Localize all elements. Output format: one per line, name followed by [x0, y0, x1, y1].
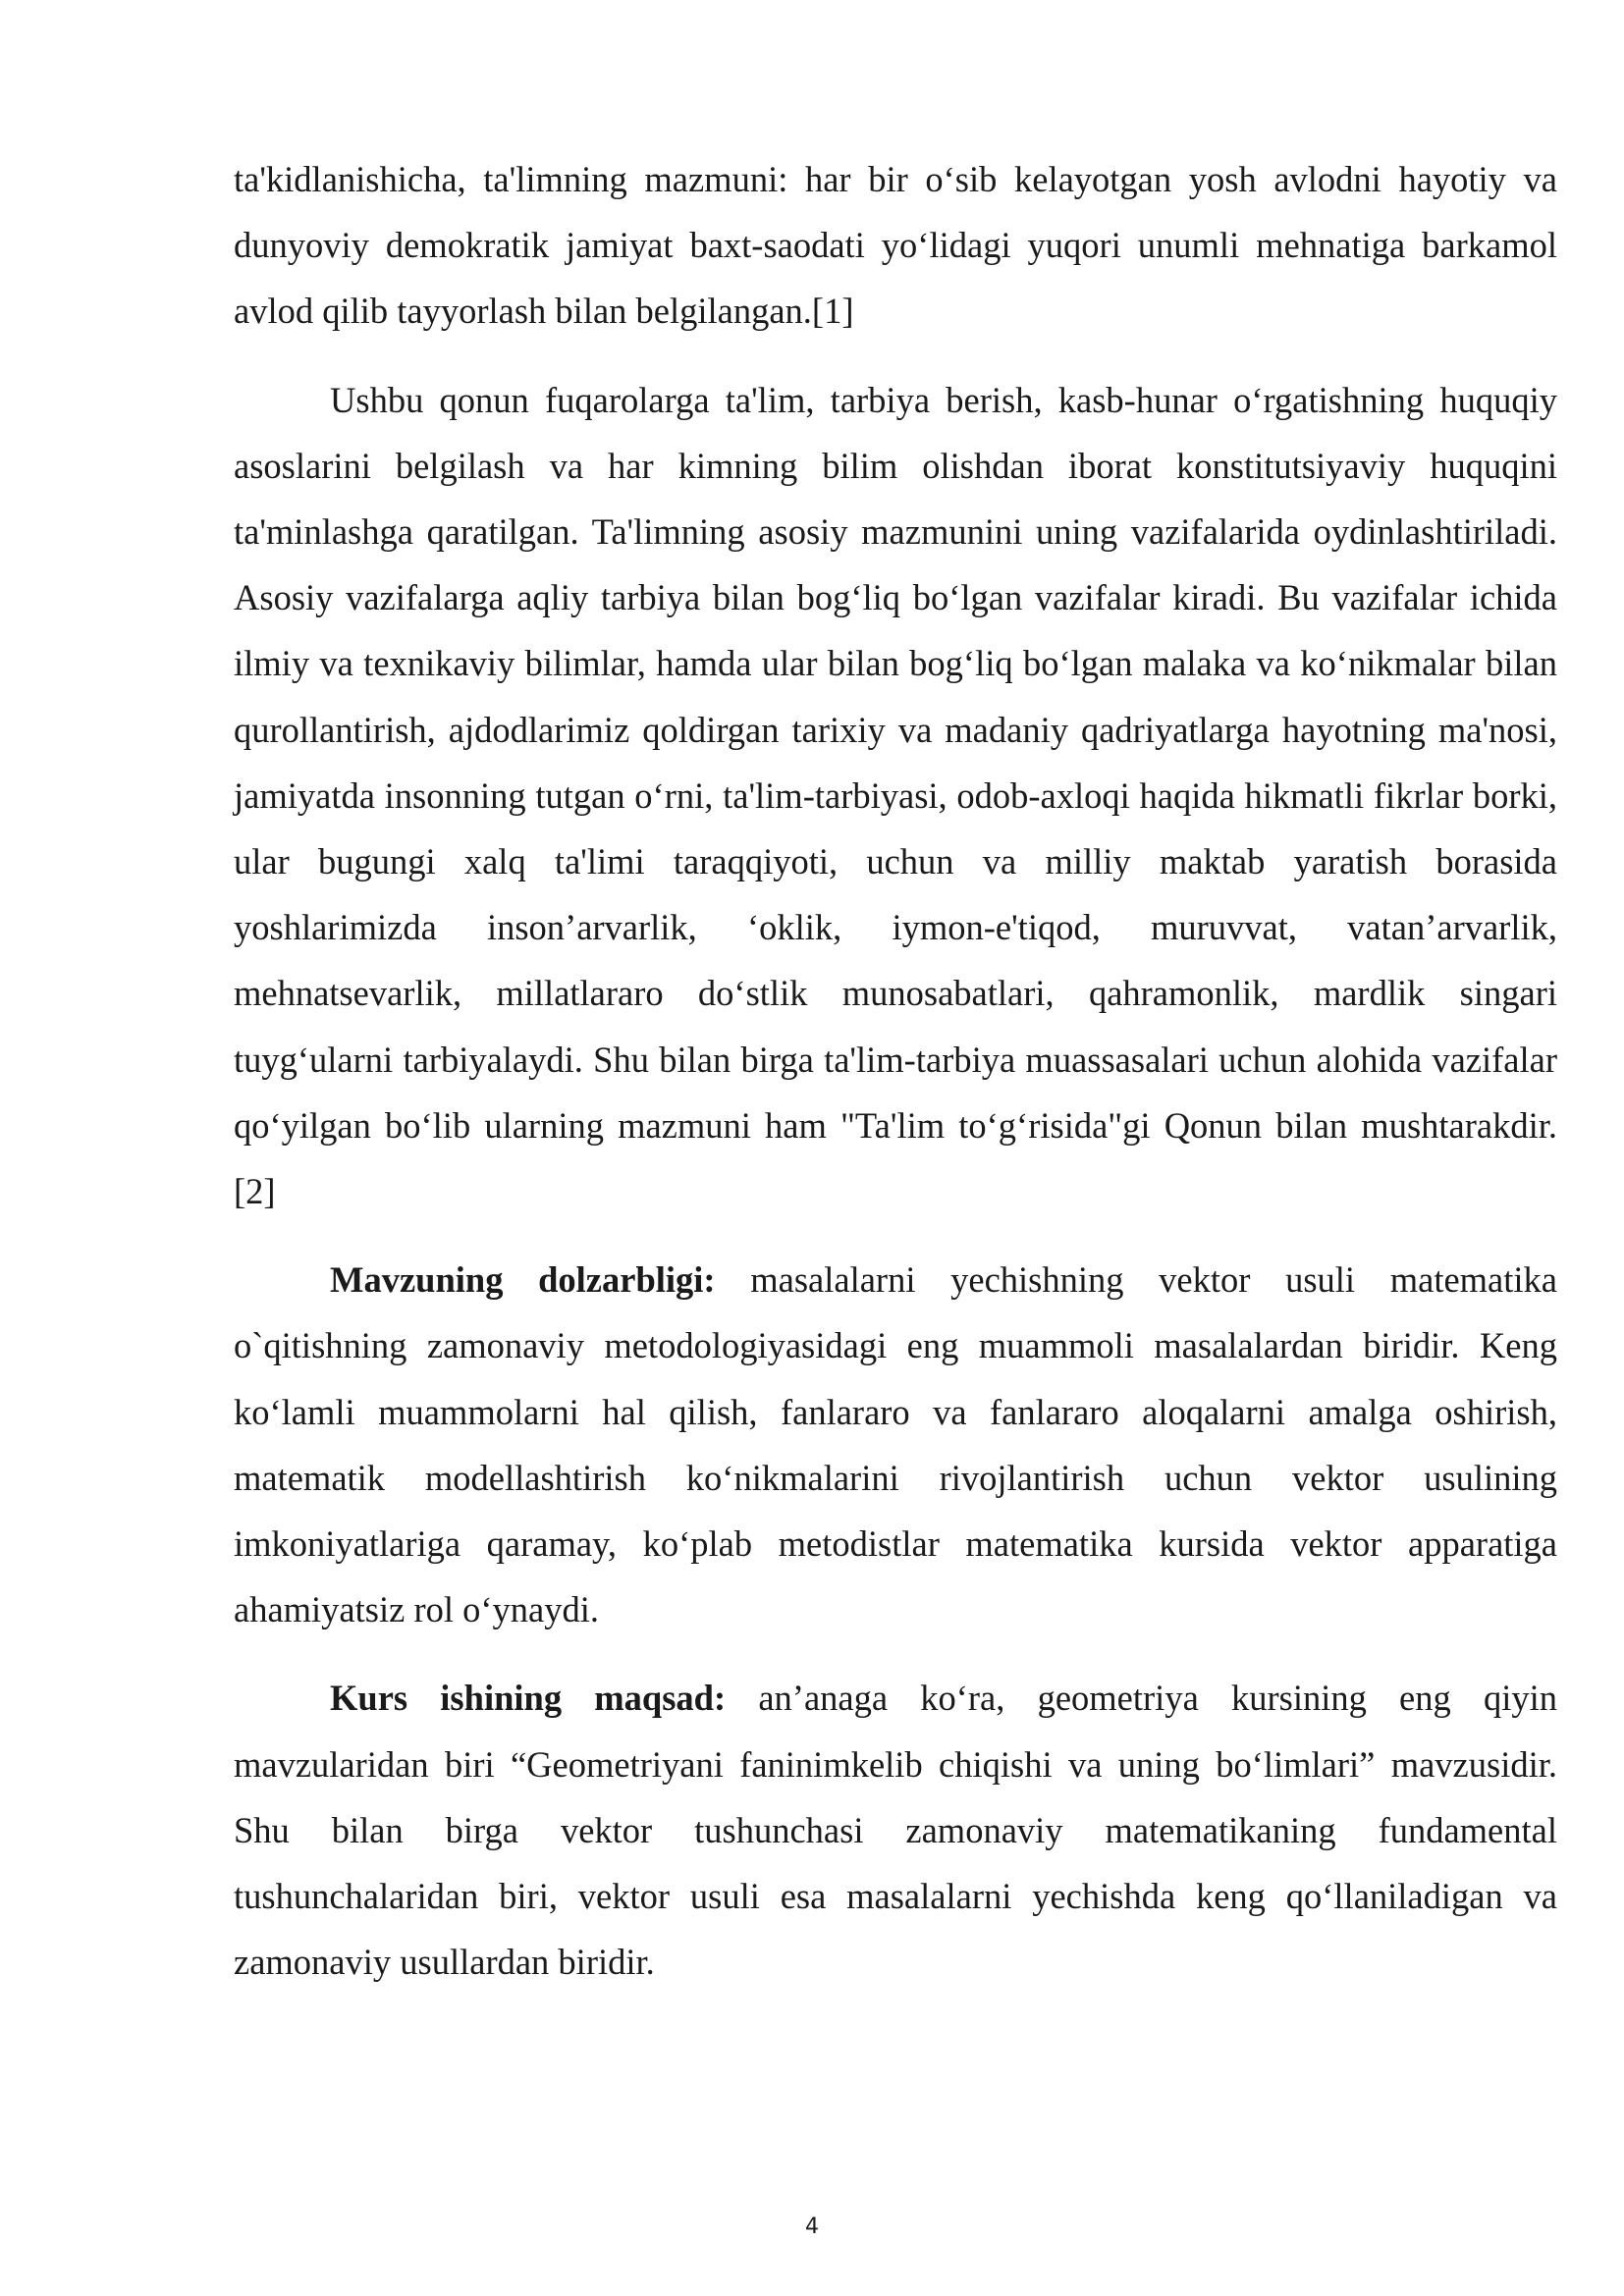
paragraph-intro: [234, 146, 1557, 345]
body-text: [234, 146, 1557, 1995]
paragraph-law: [234, 367, 1557, 1225]
paragraph-text: ta'kidlanishicha, ta'limning mazmuni: har bir o‘sib kelayotgan yosh avlodni hayotiy va dunyoviy demokratik jamiyat baxt-saodati yo‘lidagi yuqori unumli mehnatiga barkamol avlod qilib tayyorlash bilan belgilangan.[1]: [234, 159, 1557, 332]
paragraph-lead: Kurs ishining maqsad:: [330, 1678, 727, 1719]
paragraph-text: an’anaga ko‘ra, geometriya kursining eng qiyin mavzularidan biri “Geometriyani faninimkelib chiqishi va uning bo‘limlari” mavzusidir. Shu bilan birga vektor tushunchasi zamonaviy matematikaning fundamental tushunchalaridan biri, vektor usuli esa masalalarni yechishda keng qo‘llaniladigan va zamonaviy usullardan biridir.: [234, 1678, 1557, 1983]
page-number: 4: [805, 2215, 819, 2239]
paragraph-text: masalalarni yechishning vektor usuli matematika o`qitishning zamonaviy metodologiyasidagi eng muammoli masalalardan biridir. Keng ko‘lamli muammolarni hal qilish, fanlararo va fanlararo aloqalarni amalga oshirish, matematik modellashtirish ko‘nikmalarini rivojlantirish uchun vektor usulining imkoniyatlariga qaramay, ko‘plab metodistlar matematika kursida vektor apparatiga ahamiyatsiz rol o‘ynaydi.: [234, 1259, 1557, 1630]
paragraph-relevance: [234, 1247, 1557, 1642]
paragraph-goal: [234, 1665, 1557, 1995]
paragraph-lead: Mavzuning dolzarbligi:: [330, 1259, 716, 1301]
paragraph-text: Ushbu qonun fuqarolarga ta'lim, tarbiya berish, kasb-hunar o‘rgatishning huquqiy asoslarini belgilash va har kimning bilim olishdan iborat konstitutsiyaviy huquqini ta'minlashga qaratilgan. Ta'limning asosiy mazmunini uning vazifalarida oydinlashtiriladi. Asosiy vazifalarga aqliy tarbiya bilan bog‘liq bo‘lgan vazifalar kiradi. Bu vazifalar ichida ilmiy va texnikaviy bilimlar, hamda ular bilan bog‘liq bo‘lgan malaka va ko‘nikmalar bilan qurollantirish, ajdodlarimiz qoldirgan tarixiy va madaniy qadriyatlarga hayotning ma'nosi, jamiyatda insonning tutgan o‘rni, ta'lim-tarbiyasi, odob-axloqi haqida hikmatli fikrlar borki, ular bugungi xalq ta'limi taraqqiyoti, uchun va milliy maktab yaratish borasida yoshlarimizda inson’arvarlik, ‘oklik, iymon-e'tiqod, muruvvat, vatan’arvarlik, mehnatsevarlik, millatlararo do‘stlik munosabatlari, qahramonlik, mardlik singari tuyg‘ularni tarbiyalaydi. Shu bilan birga ta'lim-tarbiya muassasalari uchun alohida vazifalar qo‘yilgan bo‘lib ularning mazmuni ham "Ta'lim to‘g‘risida"gi Qonun bilan mushtarakdir. [2]: [234, 379, 1557, 1212]
